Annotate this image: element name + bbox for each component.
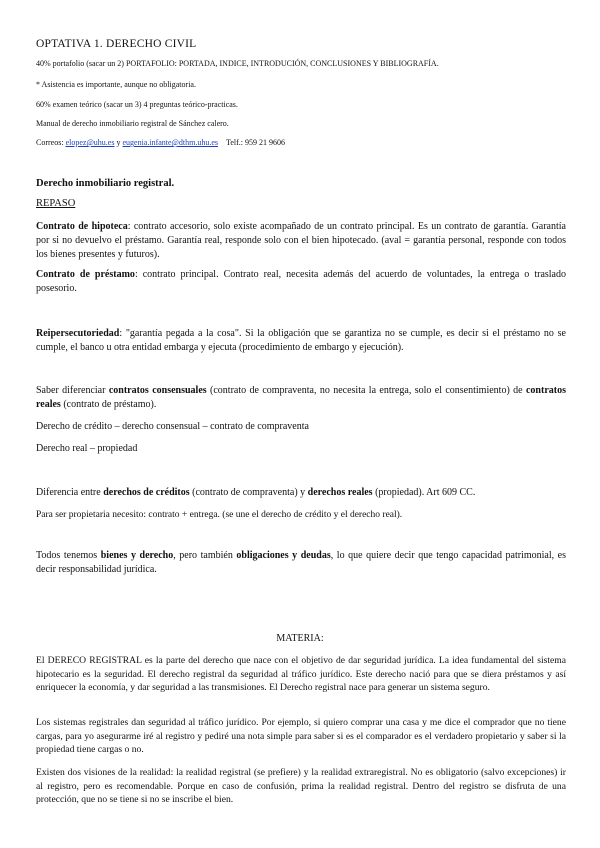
email-link-2[interactable]: eugenia.infante@dthm.uhu.es: [122, 138, 219, 147]
email-link-1[interactable]: elopez@uhu.es: [65, 138, 115, 147]
correos-label: Correos:: [36, 138, 66, 147]
materia-heading: MATERIA:: [276, 633, 324, 644]
conjunction: y: [114, 138, 123, 147]
text-saber-c: (contrato de compraventa, no necesita la entrega, solo el consentimiento) de: [206, 385, 526, 396]
text-todos-c: , pero también: [173, 550, 237, 561]
section-title: Derecho inmobiliario registral.: [36, 178, 175, 189]
paragraph-diferencia: [36, 486, 566, 500]
term-hipoteca: Contrato de hipoteca: [36, 221, 128, 232]
text-saber-a: Saber diferenciar: [36, 385, 109, 396]
paragraph-reipersecutoriedad: [36, 327, 566, 355]
text-prestamo: : contrato principal. Contrato real, necesita además del acuerdo de voluntades, la entrega o traslado posesorio.: [36, 269, 566, 294]
contact-line: [36, 138, 566, 148]
course-title: OPTATIVA 1. DERECHO CIVIL: [36, 38, 197, 50]
term-consensuales: contratos consensuales: [108, 385, 207, 396]
paragraph-sistemas-registrales: Los sistemas registrales dan seguridad al tráfico jurídico. Por ejemplo, si quiero comprar una casa y me dice el comprador que no tiene cargas, para yo asegurarme iré al registro y pediré una nota simple para saber si es el comparador es el verdadero propietario y saber si la propiedad tiene cargas o no.: [36, 717, 566, 755]
paragraph-prestamo: [36, 268, 566, 296]
text-saber-e: (contrato de préstamo).: [60, 399, 157, 410]
manual-reference: Manual de derecho inmobiliario registral de Sánchez calero.: [36, 119, 229, 128]
text-todos-e: , lo que quiere decir que tengo capacidad patrimonial, es decir responsabilidad jurídica.: [36, 550, 566, 575]
grading-portfolio: 40% portafolio (sacar un 2) PORTAFOLIO: PORTADA, INDICE, INTRODUCIÓN, CONCLUSIONES Y BIBLIOGRAFÍA.: [36, 59, 439, 68]
attendance-note: * Asistencia es importante, aunque no obligatoria.: [36, 80, 196, 89]
text-todos-a: Todos tenemos: [36, 550, 101, 561]
term-derechos-reales: derechos reales: [307, 487, 373, 498]
text-dif-e: (propiedad). Art 609 CC.: [372, 487, 476, 498]
paragraph-visiones-realidad: Existen dos visiones de la realidad: la realidad registral (se prefiere) y la realidad extraregistral. No es obligatorio (salvo excepciones) ir al registro, pero es recomendable. Porque en caso de confusión, prima la realidad registral. Dentro del registro se disfruta de una protección, que no se tiene si no se inscribe el bien.: [36, 767, 566, 805]
paragraph-derecho-registral: El DERECO REGISTRAL es la parte del derecho que nace con el objetivo de dar seguridad jurídica. La idea fundamental del sistema hipotecario es la seguridad. El derecho registral da seguridad al tráfico jurídico. Este derecho nació para que se diera préstamos y así enriquecer la economía, y dar seguridad a las transmisiones. El Derecho registral nace para generar un sistema seguro.: [36, 655, 566, 693]
paragraph-hipoteca: [36, 220, 566, 262]
phone: Telf.: 959 21 9606: [226, 138, 286, 147]
text-hipoteca: : contrato accesorio, solo existe acompañado de un contrato principal. Es un contrato de garantía. Garantía por si no devuelvo el préstamo. Garantía real, responde solo con el bien hipotecado. (aval = garantía personal, responde con todos los bienes presentes y futuros).: [36, 221, 566, 260]
paragraph-saber: [36, 384, 566, 412]
paragraph-todos: [36, 549, 566, 577]
text-reipersecutoriedad: : "garantía pegada a la cosa". Si la obligación que se garantiza no se cumple, es decir si el préstamo no se cumple, el banco u otra entidad embarga y ejecuta (procedimiento de embargo y ejecución).: [36, 328, 566, 353]
repaso-heading: REPASO: [36, 198, 76, 209]
text-dif-a: Diferencia entre: [36, 487, 104, 498]
line-real: Derecho real – propiedad: [36, 443, 138, 454]
grading-exam: 60% examen teórico (sacar un 3) 4 preguntas teórico-practicas.: [36, 100, 238, 109]
term-prestamo: Contrato de préstamo: [36, 269, 135, 280]
term-reales: contratos reales: [36, 385, 566, 410]
term-reipersecutoriedad: Reipersecutoriedad: [36, 328, 120, 339]
term-bienes: bienes y derecho: [100, 550, 174, 561]
term-creditos: derechos de créditos: [103, 487, 190, 498]
paragraph-propietaria: Para ser propietaria necesito: contrato + entrega. (se une el derecho de crédito y el derecho real).: [36, 510, 403, 520]
term-obligaciones: obligaciones y deudas: [236, 550, 331, 561]
line-credito: Derecho de crédito – derecho consensual – contrato de compraventa: [36, 421, 309, 432]
text-dif-c: (contrato de compraventa) y: [189, 487, 308, 498]
